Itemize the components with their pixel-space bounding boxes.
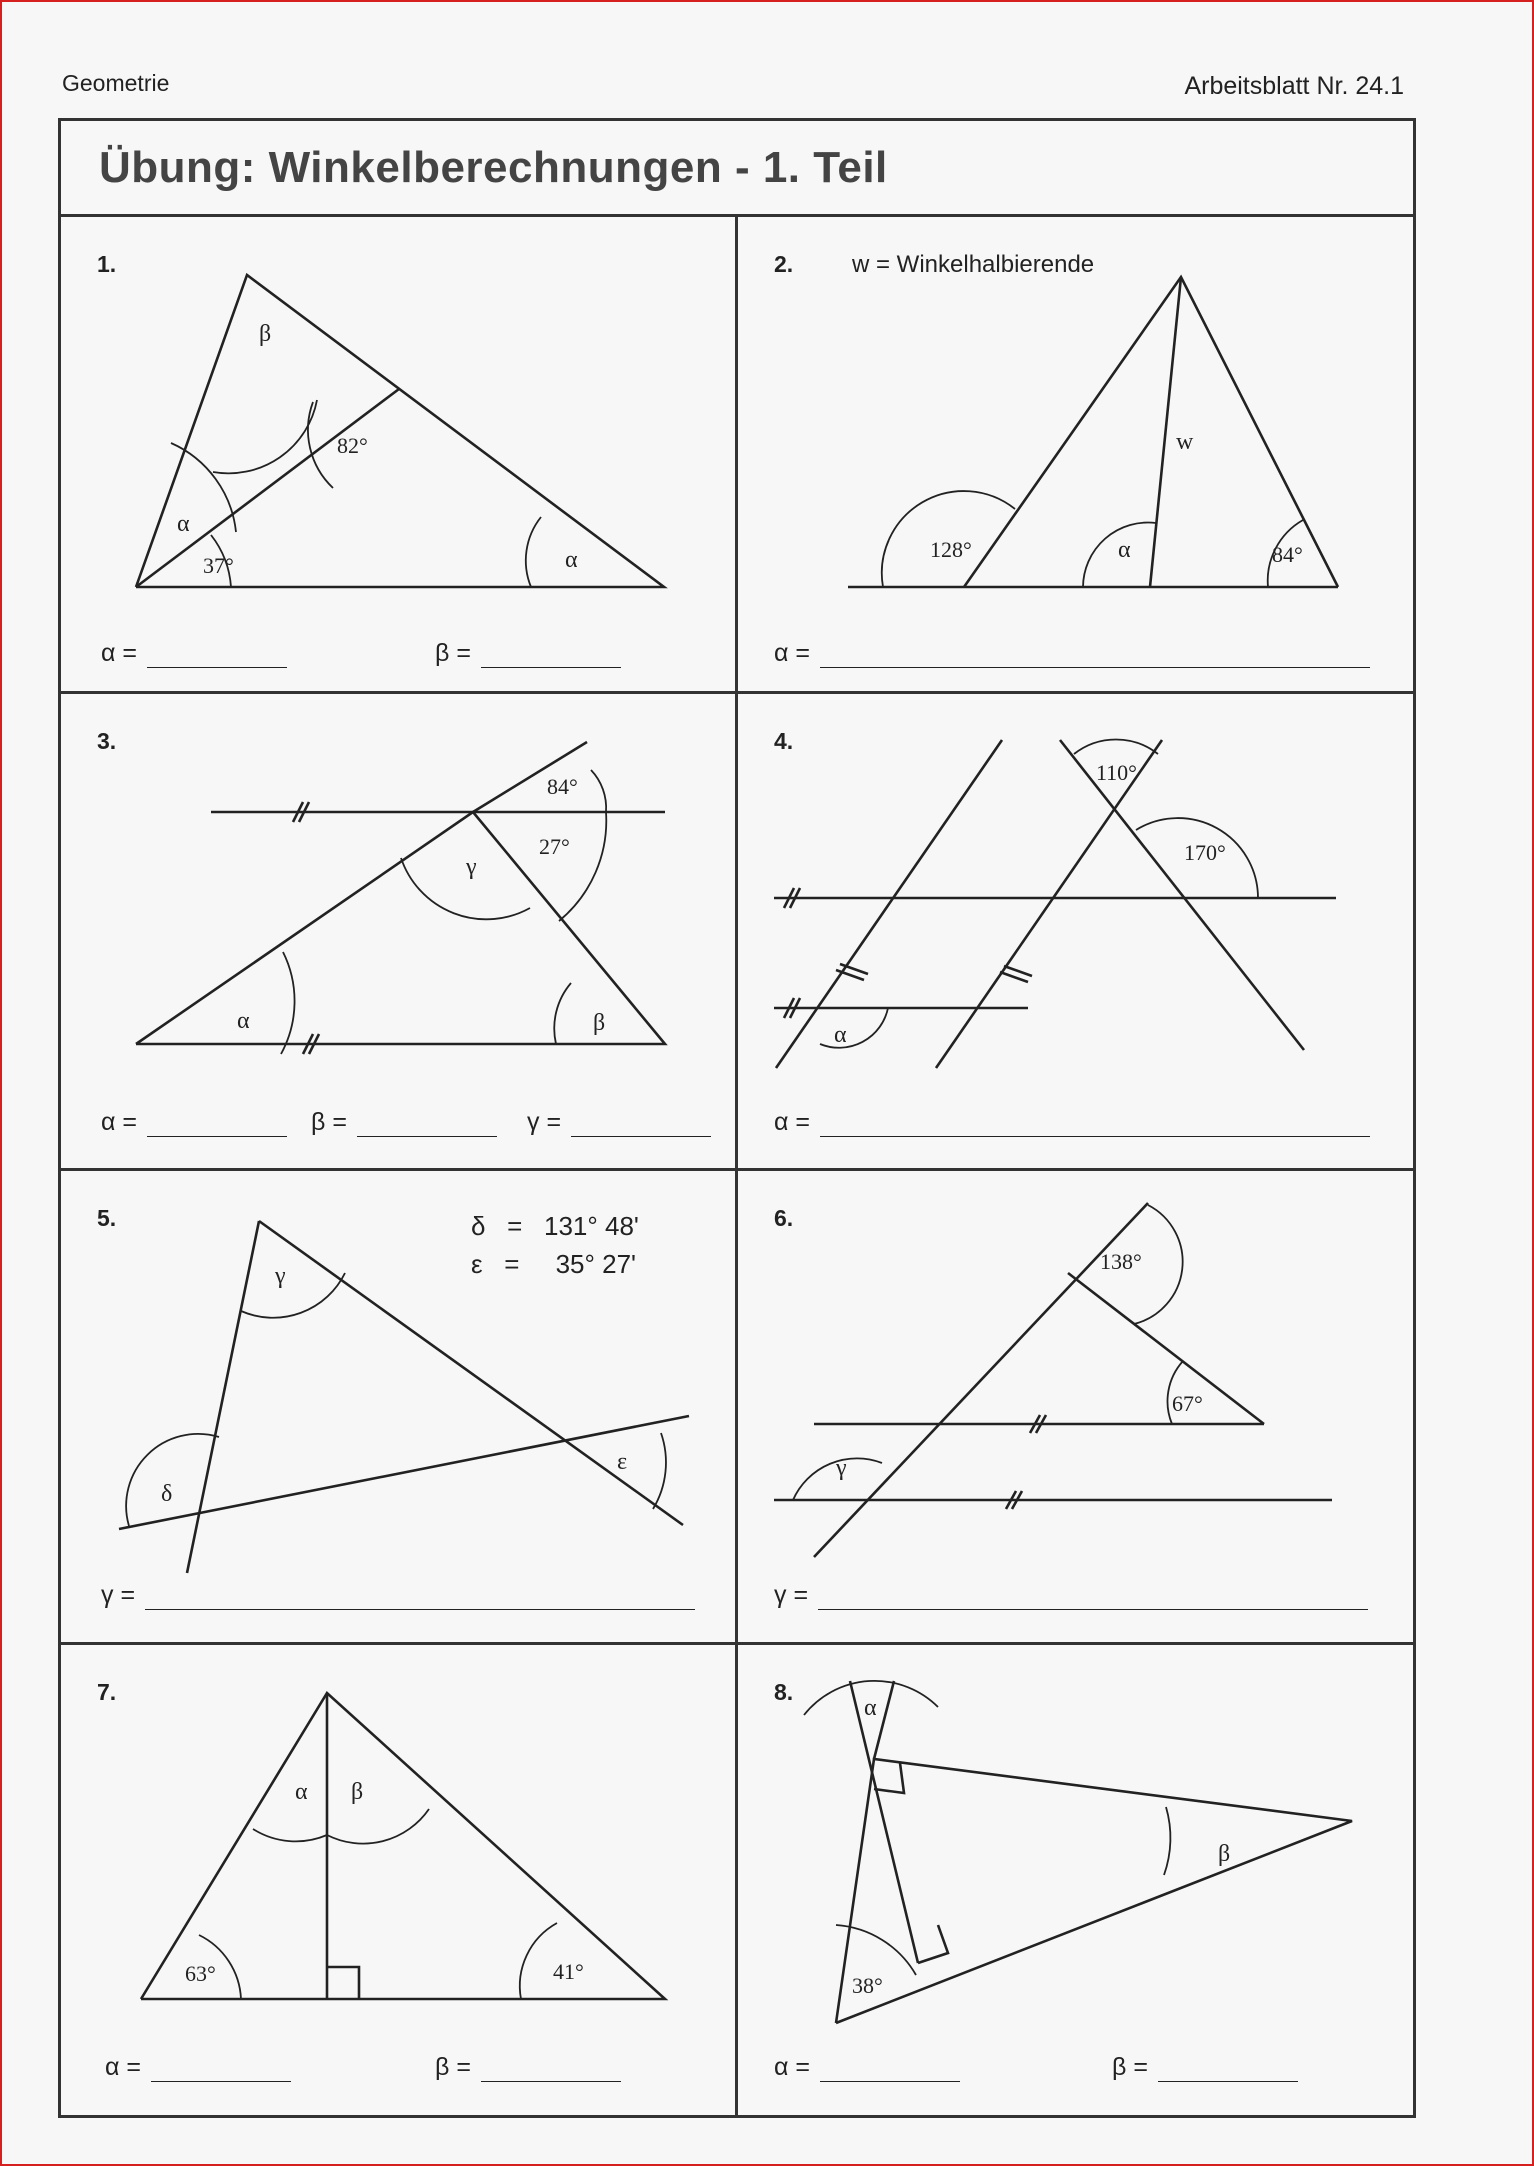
angle-label: 82° <box>337 433 368 458</box>
answer-field[interactable] <box>435 2053 621 2082</box>
exercise-8 <box>738 1645 1413 2115</box>
angle-label: 67° <box>1172 1391 1203 1416</box>
angle-label: α <box>864 1695 877 1721</box>
angle-label: β <box>351 1779 364 1805</box>
figure-6 <box>738 1171 1413 1642</box>
angle-label: 84° <box>547 774 578 799</box>
answer-field[interactable] <box>774 2053 960 2082</box>
angle-label: α <box>295 1779 308 1805</box>
figure-8 <box>738 1645 1413 2115</box>
answer-line[interactable] <box>481 2061 621 2082</box>
exercise-number: 6. <box>774 1205 794 1231</box>
figure-3 <box>61 694 735 1168</box>
exercise-number: 4. <box>774 728 794 754</box>
answer-label: β = <box>311 1108 347 1136</box>
given-value: ε = 35° 27' <box>471 1249 636 1279</box>
exercise-4 <box>738 694 1413 1171</box>
exercise-number: 1. <box>97 251 117 277</box>
angle-label: α <box>1118 537 1131 563</box>
angle-label: ε <box>617 1449 628 1475</box>
angle-label: 84° <box>1272 542 1303 567</box>
angle-label: 170° <box>1184 840 1226 865</box>
answer-label: γ = <box>101 1581 136 1609</box>
angle-label: γ <box>466 854 477 880</box>
worksheet <box>58 118 1416 2118</box>
answer-field[interactable] <box>774 1108 1370 1137</box>
angle-label: 37° <box>203 553 234 578</box>
exercise-number: 5. <box>97 1205 117 1231</box>
answer-label: β = <box>435 2053 471 2081</box>
angle-label: 41° <box>553 1959 584 1984</box>
angle-label: α <box>565 547 578 573</box>
angle-label: γ <box>275 1263 286 1289</box>
answer-line[interactable] <box>820 2061 960 2082</box>
answer-label: α = <box>101 639 137 667</box>
answer-field[interactable] <box>527 1108 711 1137</box>
answer-line[interactable] <box>571 1116 711 1137</box>
exercise-7 <box>61 1645 738 2115</box>
answer-label: β = <box>1112 2053 1148 2081</box>
angle-label: 138° <box>1100 1249 1142 1274</box>
angle-label: β <box>259 321 272 347</box>
angle-label: β <box>593 1010 606 1036</box>
answer-field[interactable] <box>101 1581 695 1610</box>
exercise-5 <box>61 1171 738 1645</box>
answer-line[interactable] <box>820 1116 1370 1137</box>
answer-field[interactable] <box>435 639 621 668</box>
angle-label: 128° <box>930 537 972 562</box>
answer-field[interactable] <box>774 639 1370 668</box>
angle-label: α <box>177 511 190 537</box>
answer-line[interactable] <box>151 2061 291 2082</box>
header-subject: Geometrie <box>62 70 170 96</box>
worksheet-title: Übung: Winkelberechnungen - 1. Teil <box>61 121 1413 217</box>
exercise-grid <box>61 217 1413 2115</box>
given-value: δ = 131° 48' <box>471 1211 639 1241</box>
angle-label: δ <box>161 1481 173 1507</box>
angle-label: γ <box>836 1455 847 1481</box>
angle-label: α <box>834 1022 847 1048</box>
answer-line[interactable] <box>145 1589 695 1610</box>
answer-label: α = <box>774 2053 810 2081</box>
answer-line[interactable] <box>357 1116 497 1137</box>
header-sheet-number: Arbeitsblatt Nr. 24.1 <box>1184 72 1404 100</box>
answer-label: α = <box>774 1108 810 1136</box>
answer-label: α = <box>774 639 810 667</box>
answer-line[interactable] <box>818 1589 1368 1610</box>
figure-2 <box>738 217 1413 691</box>
answer-field[interactable] <box>101 1108 287 1137</box>
exercise-number: 2. <box>774 251 794 277</box>
answer-field[interactable] <box>311 1108 497 1137</box>
angle-label: α <box>237 1008 250 1034</box>
answer-label: γ = <box>774 1581 809 1609</box>
answer-label: α = <box>101 1108 137 1136</box>
answer-line[interactable] <box>820 647 1370 668</box>
figure-1 <box>61 217 735 691</box>
answer-line[interactable] <box>481 647 621 668</box>
figure-5 <box>61 1171 735 1642</box>
angle-label: 38° <box>852 1973 883 1998</box>
angle-label: 110° <box>1096 760 1137 785</box>
answer-label: β = <box>435 639 471 667</box>
answer-field[interactable] <box>101 639 287 668</box>
answer-line[interactable] <box>147 647 287 668</box>
answer-field[interactable] <box>1112 2053 1298 2082</box>
answer-label: γ = <box>527 1108 562 1136</box>
exercise-1 <box>61 217 738 694</box>
answer-line[interactable] <box>147 1116 287 1137</box>
figure-4 <box>738 694 1413 1168</box>
exercise-note: w = Winkelhalbierende <box>852 251 1095 278</box>
figure-7 <box>61 1645 735 2115</box>
angle-label: 63° <box>185 1961 216 1986</box>
angle-label: β <box>1218 1841 1231 1867</box>
exercise-6 <box>738 1171 1413 1645</box>
exercise-2 <box>738 217 1413 694</box>
exercise-number: 8. <box>774 1679 794 1705</box>
exercise-3 <box>61 694 738 1171</box>
angle-label: w <box>1176 429 1194 455</box>
answer-line[interactable] <box>1158 2061 1298 2082</box>
answer-field[interactable] <box>105 2053 291 2082</box>
angle-label: 27° <box>539 834 570 859</box>
exercise-number: 3. <box>97 728 117 754</box>
answer-field[interactable] <box>774 1581 1368 1610</box>
exercise-number: 7. <box>97 1679 117 1705</box>
answer-label: α = <box>105 2053 141 2081</box>
